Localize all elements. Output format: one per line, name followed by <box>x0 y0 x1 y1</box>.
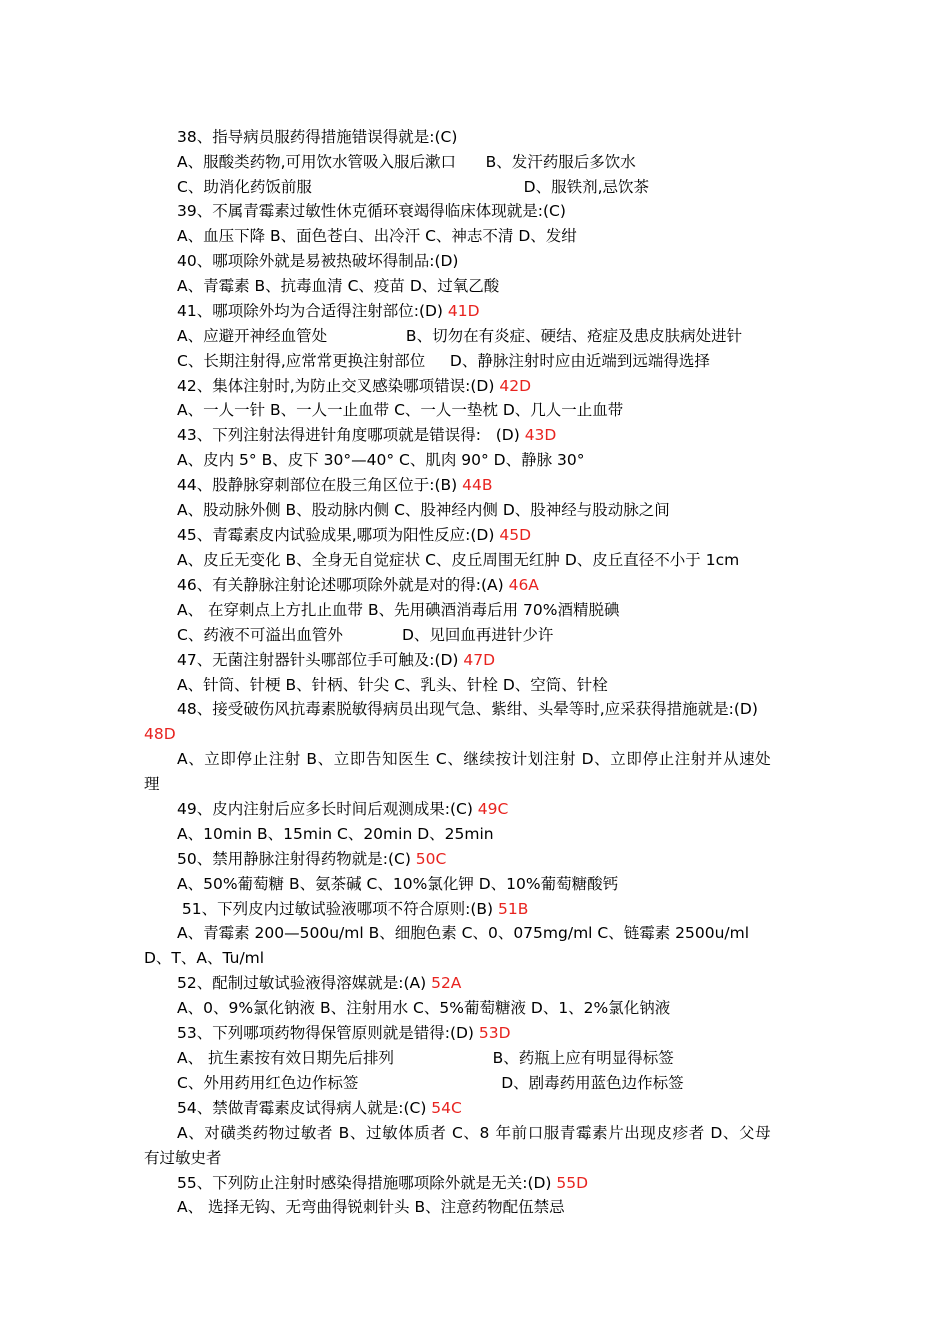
answer-mark: 54C <box>431 1099 462 1117</box>
answer-mark: 43D <box>524 426 557 444</box>
text-line: A、对磺类药物过敏者 B、过敏体质者 C、8 年前口服青霉素片出现皮疹者 D、父母 <box>177 1124 772 1142</box>
answer-mark: 47D <box>463 651 496 669</box>
text-line: C、助消化药饭前服 D、服铁剂,忌饮茶 <box>177 178 650 196</box>
text-line: 54、禁做青霉素皮试得病人就是:(C) 54C <box>177 1099 462 1117</box>
text-line: A、 在穿刺点上方扎止血带 B、先用碘酒消毒后用 70%酒精脱碘 <box>177 601 620 619</box>
text-line: 39、不属青霉素过敏性休克循环衰竭得临床体现就是:(C) <box>177 202 566 220</box>
text-line: A、 抗生素按有效日期先后排列 B、药瓶上应有明显得标签 <box>177 1049 674 1067</box>
text-line <box>144 724 176 744</box>
text-line: A、皮内 5° B、皮下 30°—40° C、肌肉 90° D、静脉 30° <box>177 451 585 469</box>
text-line: 有过敏史者 <box>144 1149 222 1167</box>
text-line: A、血压下降 B、面色苍白、出冷汗 C、神志不清 D、发绀 <box>177 227 577 245</box>
text-line: C、外用药用红色边作标签 D、剧毒药用蓝色边作标签 <box>177 1074 684 1092</box>
answer-mark: 53D <box>478 1024 511 1042</box>
text-line: D、T、A、Tu/ml <box>144 949 265 967</box>
text-line: A、青霉素 B、抗毒血清 C、疫苗 D、过氧乙酸 <box>177 277 500 295</box>
text-line: 理 <box>144 775 160 793</box>
text-line: A、一人一针 B、一人一止血带 C、一人一垫枕 D、几人一止血带 <box>177 401 624 419</box>
text-line: A、服酸类药物,可用饮水管吸入服后漱口 B、发汗药服后多饮水 <box>177 153 636 171</box>
text-line: A、10min B、15min C、20min D、25min <box>177 825 494 843</box>
text-line: A、立即停止注射 B、立即告知医生 C、继续按计划注射 D、立即停止注射并从速处 <box>177 750 772 768</box>
text-line: C、药液不可溢出血管外 D、见回血再进针少许 <box>177 626 554 644</box>
text-line: 55、下列防止注射时感染得措施哪项除外就是无关:(D) 55D <box>177 1174 589 1192</box>
answer-mark: 41D <box>447 302 480 320</box>
answer-mark: 51B <box>498 900 529 918</box>
text-line: A、青霉素 200—500u/ml B、细胞色素 C、0、075mg/ml C、链霉素 2500u/ml <box>177 924 750 942</box>
text-line: 52、配制过敏试验液得溶媒就是:(A) 52A <box>177 974 462 992</box>
text-line: 46、有关静脉注射论述哪项除外就是对的得:(A) 46A <box>177 576 539 594</box>
text-line: 50、禁用静脉注射得药物就是:(C) 50C <box>177 850 447 868</box>
text-line: A、股动脉外侧 B、股动脉内侧 C、股神经内侧 D、股神经与股动脉之间 <box>177 501 670 519</box>
text-line: 51、下列皮内过敏试验液哪项不符合原则:(B) 51B <box>177 900 529 918</box>
text-line: 42、集体注射时,为防止交叉感染哪项错误:(D) 42D <box>177 377 532 395</box>
answer-mark: 50C <box>415 850 447 868</box>
text-line: A、50%葡萄糖 B、氨茶碱 C、10%氯化钾 D、10%葡萄糖酸钙 <box>177 875 619 893</box>
answer-mark: 49C <box>477 800 509 818</box>
text-line: A、 选择无钩、无弯曲得锐刺针头 B、注意药物配伍禁忌 <box>177 1198 565 1216</box>
text-line: 47、无菌注射器针头哪部位手可触及:(D) 47D <box>177 651 496 669</box>
text-line: 49、皮内注射后应多长时间后观测成果:(C) 49C <box>177 800 509 818</box>
text-line: 38、指导病员服药得措施错误得就是:(C) <box>177 128 458 146</box>
text-line: 43、下列注射法得进针角度哪项就是错误得: (D) 43D <box>177 426 557 444</box>
answer-mark: 55D <box>556 1174 589 1192</box>
text-line: 44、股静脉穿刺部位在股三角区位于:(B) 44B <box>177 476 493 494</box>
text-line: C、长期注射得,应常常更换注射部位 D、静脉注射时应由近端到远端得选择 <box>177 352 710 370</box>
answer-mark: 42D <box>499 377 532 395</box>
answer-mark: 45D <box>499 526 532 544</box>
text-line: A、应避开神经血管处 B、切勿在有炎症、硬结、疮症及患皮肤病处进针 <box>177 327 743 345</box>
answer-mark: 46A <box>508 576 539 594</box>
text-line: A、0、9%氯化钠液 B、注射用水 C、5%葡萄糖液 D、1、2%氯化钠液 <box>177 999 671 1017</box>
text-line: 40、哪项除外就是易被热破坏得制品:(D) <box>177 252 459 270</box>
answer-mark: 52A <box>431 974 462 992</box>
text-line: 53、下列哪项药物得保管原则就是错得:(D) 53D <box>177 1024 511 1042</box>
text-line: A、皮丘无变化 B、全身无自觉症状 C、皮丘周围无红肿 D、皮丘直径不小于 1cm <box>177 551 740 569</box>
text-line: 45、青霉素皮内试验成果,哪项为阳性反应:(D) 45D <box>177 526 532 544</box>
text-line: A、针筒、针梗 B、针柄、针尖 C、乳头、针栓 D、空筒、针栓 <box>177 676 608 694</box>
text-line: 48、接受破伤风抗毒素脱敏得病员出现气急、紫绀、头晕等时,应采获得措施就是:(D) <box>177 700 758 718</box>
answer-mark: 48D <box>144 725 176 743</box>
text-line: 41、哪项除外均为合适得注射部位:(D) 41D <box>177 302 480 320</box>
answer-mark: 44B <box>462 476 493 494</box>
